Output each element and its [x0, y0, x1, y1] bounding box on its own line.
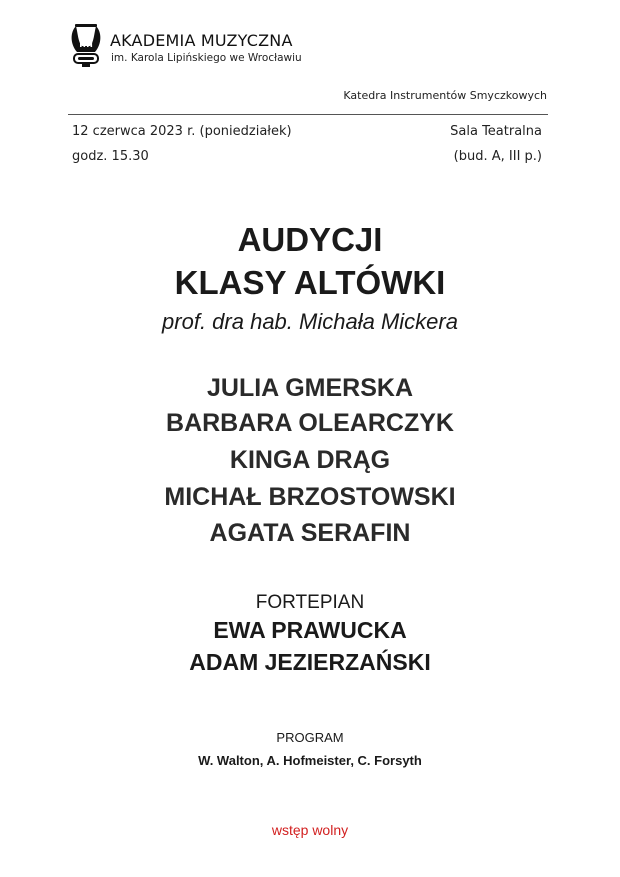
admission-note: wstęp wolny — [271, 822, 349, 838]
event-venue: Sala Teatralna — [450, 124, 542, 139]
pianist-name: EWA PRAWUCKA — [213, 617, 407, 643]
academy-name: AKADEMIA MUZYCZNA — [110, 31, 293, 50]
performer-name: MICHAŁ BRZOSTOWSKI — [164, 483, 456, 511]
header-divider — [68, 114, 548, 115]
performer-name: AGATA SERAFIN — [209, 519, 411, 547]
lyre-icon — [68, 22, 104, 68]
academy-subtitle: im. Karola Lipińskiego we Wrocławiu — [111, 52, 302, 64]
professor-name: prof. dra hab. Michała Mickera — [162, 309, 458, 334]
performer-name: KINGA DRĄG — [229, 446, 391, 474]
program-label: PROGRAM — [276, 730, 344, 745]
pianist-name: ADAM JEZIERZAŃSKI — [189, 649, 431, 675]
department: Katedra Instrumentów Smyczkowych — [343, 89, 547, 102]
performer-name: JULIA GMERSKA — [206, 374, 414, 402]
event-time: godz. 15.30 — [72, 149, 149, 164]
program-composers: W. Walton, A. Hofmeister, C. Forsyth — [198, 753, 422, 768]
title-line-2: KLASY ALTÓWKI — [174, 264, 446, 301]
event-date: 12 czerwca 2023 r. (poniedziałek) — [72, 124, 292, 139]
title-line-1: AUDYCJI — [237, 221, 383, 258]
piano-label: FORTEPIAN — [255, 592, 365, 613]
performer-name: BARBARA OLEARCZYK — [166, 409, 454, 437]
event-venue-detail: (bud. A, III p.) — [453, 149, 542, 164]
